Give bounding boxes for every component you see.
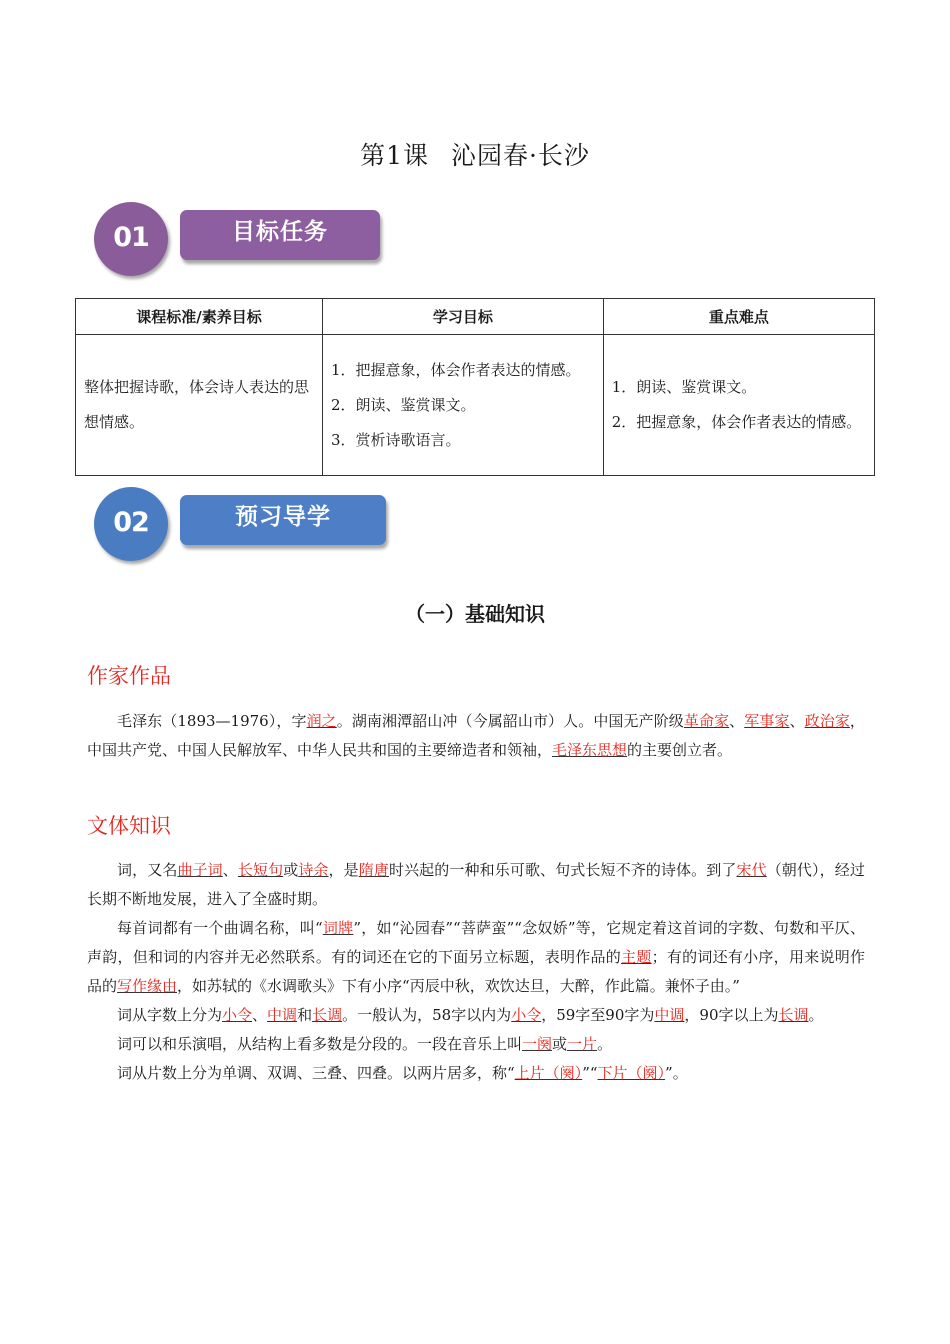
lesson-title (0, 136, 950, 172)
genre-paragraph: 词从片数上分为单调、双调、三叠、四叠。以两片居多，称“上片（阕）”“下片（阕）”。 (117, 1064, 688, 1082)
badge-number: 01 (113, 222, 149, 253)
lesson-number: 第1课 (360, 141, 429, 170)
answer-blank: 小令 (511, 1006, 542, 1024)
table-cell (603, 335, 874, 476)
answer-blank: 中调 (654, 1006, 685, 1024)
answer-blank: 主题 (621, 948, 652, 966)
table-header: 课程标准/素养目标 (76, 299, 323, 335)
genre-paragraph: 词从字数上分为小令、中调和长调。一般认为，58字以内为小令，59字至90字为中调，90字以上为长调。 (117, 1006, 824, 1024)
cell-text: 3．赏析诗歌语言。 (330, 430, 461, 449)
table-header: 重点难点 (603, 299, 874, 335)
answer-blank: 一阕 (522, 1035, 553, 1053)
answer-blank: 词牌 (322, 919, 354, 937)
cell-text: 2．朗读、鉴赏课文。 (330, 395, 476, 414)
answer-blank: 写作缘由 (117, 977, 178, 995)
cell-text: 1．把握意象，体会作者表达的情感。 (330, 360, 581, 379)
cell-text: 1．朗读、鉴赏课文。 (611, 378, 757, 396)
genre-paragraph: 词可以和乐演唱，从结构上看多数是分段的。一段在音乐上叫一阕或一片。 (117, 1035, 613, 1053)
goals-table (75, 298, 875, 476)
table-row (76, 335, 875, 476)
answer-blank: 中调 (267, 1006, 298, 1024)
answer-blank: 革命家 (683, 712, 730, 730)
table-cell (76, 335, 323, 476)
lesson-name: 沁园春·长沙 (450, 141, 590, 170)
badge-pill (180, 495, 386, 545)
answer-blank: 长调 (778, 1006, 809, 1024)
genre-heading: 文体知识 (87, 814, 171, 838)
genre-paragraphs (87, 856, 865, 1088)
badge-label: 预习导学 (235, 504, 331, 530)
answer-blank: 曲子词 (177, 861, 223, 879)
section-title: （一）基础知识 (405, 602, 545, 626)
answer-blank: 一片 (567, 1035, 598, 1053)
answer-blank: 军事家 (744, 712, 790, 730)
answer-blank: 诗余 (298, 861, 329, 879)
genre-paragraph: 词，又名曲子词、长短句或诗余，是隋唐时兴起的一种和乐可歌、句式长短不齐的诗体。到了宋代（朝代），经过长期不断地发展，进入了全盛时期。 (87, 861, 865, 908)
badge-label: 目标任务 (232, 219, 328, 245)
section-badge-preview (90, 485, 390, 565)
answer-blank: 长短句 (237, 861, 284, 879)
answer-blank: 下片（阕） (597, 1064, 666, 1082)
answer-blank: 政治家 (804, 712, 850, 730)
cell-text: 2．把握意象，体会作者表达的情感。 (611, 413, 862, 431)
answer-blank: 宋代 (736, 861, 767, 879)
answer-blank: 小令 (222, 1006, 253, 1024)
table-cell (322, 335, 603, 476)
author-heading: 作家作品 (87, 664, 171, 688)
author-paragraph: 毛泽东（1893—1976），字润之。湖南湘潭韶山冲（今属韶山市）人。中国无产阶级革命家、军事家、政治家，中国共产党、中国人民解放军、中华人民共和国的主要缔造者和领袖，毛泽东思想的主要创立者。 (87, 712, 865, 759)
answer-blank: 毛泽东思想 (552, 741, 628, 759)
answer-blank: 润之 (306, 712, 337, 730)
badge-number: 02 (113, 507, 149, 538)
table-header-row (76, 299, 875, 335)
badge-circle (94, 487, 168, 561)
table-header: 学习目标 (322, 299, 603, 335)
answer-blank: 隋唐 (358, 861, 389, 879)
cell-text: 整体把握诗歌，体会诗人表达的思想情感。 (84, 378, 310, 431)
section-badge-goals (90, 200, 390, 280)
answer-blank: 长调 (312, 1006, 343, 1024)
genre-paragraph: 每首词都有一个曲调名称，叫“词牌”，如“沁园春”“菩萨蛮”“念奴娇”等，它规定着这首词的字数、句数和平仄、声韵，但和词的内容并无必然联系。有的词还在它的下面另立标题，表明作品的主题；有的词还有小序，用来说明作品的写作缘由，如苏轼的《水调歌头》下有小序“丙辰中秋，欢饮达旦，大醉，作此篇。兼怀子由。” (87, 919, 865, 995)
badge-pill (180, 210, 380, 260)
badge-circle (94, 202, 168, 276)
answer-blank: 上片（阕） (514, 1064, 583, 1082)
